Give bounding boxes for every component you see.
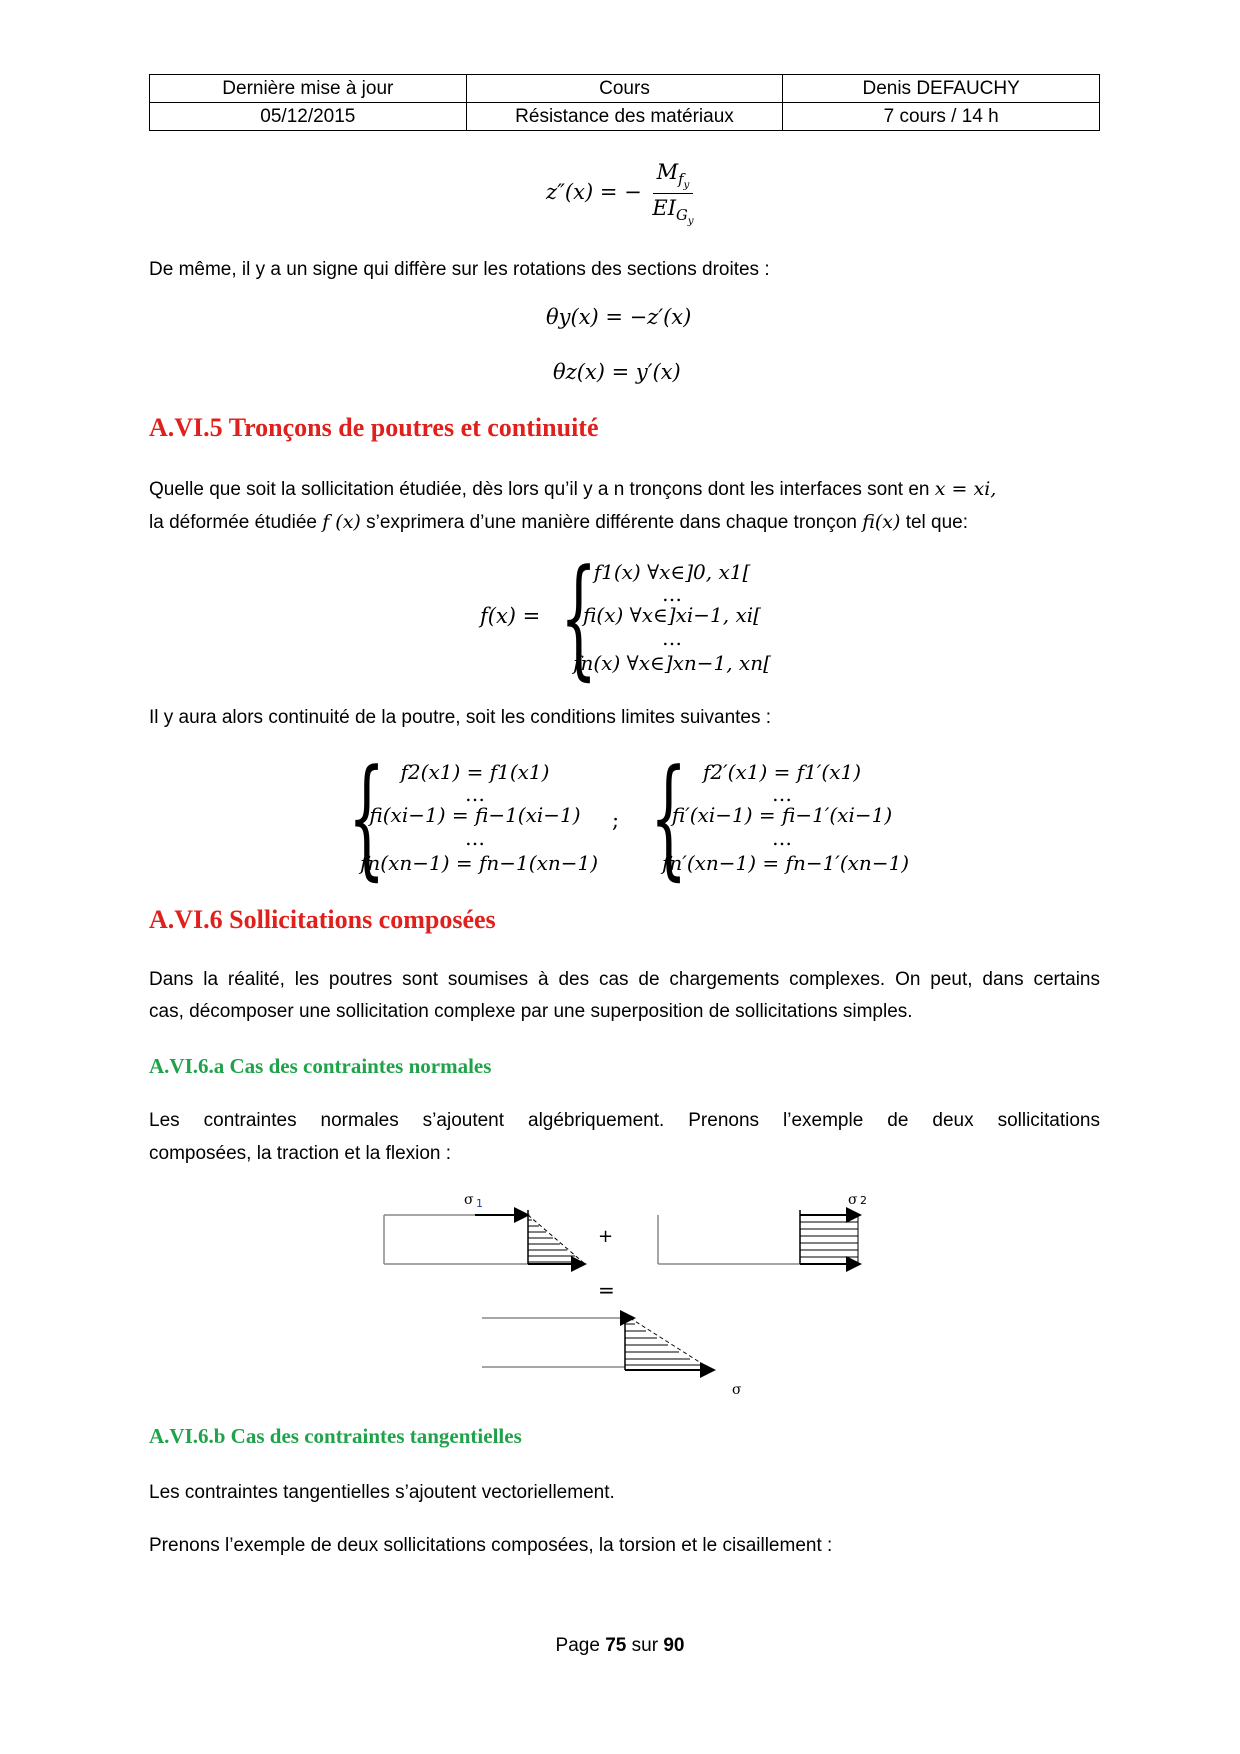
brace-icon: { <box>348 741 386 893</box>
continuity-left: f2(x1) = f1(x1) <box>400 760 550 784</box>
piecewise-case: … <box>662 626 682 650</box>
result-diagram <box>482 1314 714 1370</box>
paragraph-sec6-line1: Dans la réalité, les poutres sont soumises à des cas de chargements complexes. On peut, dans certains <box>149 969 1100 990</box>
page-total: 90 <box>663 1635 685 1656</box>
separator: ; <box>612 808 620 832</box>
equation-theta-y: θy(x) = −z′(x) <box>546 305 692 329</box>
piecewise-lhs: f(x) = <box>480 604 541 628</box>
page-number: 75 <box>605 1635 627 1656</box>
equation-theta-z: θz(x) = y′(x) <box>553 360 681 384</box>
piecewise-case: f1(x) ∀x∈]0, x1[ <box>593 560 751 584</box>
sigma-label: σ <box>732 1382 742 1398</box>
section-title-5: A.VI.5 Tronçons de poutres et continuité <box>149 413 599 442</box>
flexion-diagram <box>384 1210 585 1264</box>
subsection-title-6a: A.VI.6.a Cas des contraintes normales <box>149 1054 492 1078</box>
header-cell: 7 cours / 14 h <box>783 103 1100 131</box>
paragraph-sec5-line1: Quelle que soit la sollicitation étudiée, dès lors qu’il y a n tronçons dont les interfaces sont en x = xi, <box>149 478 997 500</box>
eq-lhs: z″(x) = − <box>546 180 642 205</box>
traction-diagram <box>658 1210 860 1264</box>
continuity-left: … <box>465 782 485 806</box>
header-cell: Dernière mise à jour <box>150 75 467 103</box>
sigma1-label: σ <box>464 1192 474 1208</box>
continuity-left: … <box>465 826 485 850</box>
piecewise-case: fi(x) ∀x∈]xi−1, xi[ <box>583 603 761 627</box>
page-footer: Page 75 sur 90 <box>555 1635 685 1656</box>
paragraph-sec6a-line1: Les contraintes normales s’ajoutent algébriquement. Prenons l’exemple de deux sollicitations <box>149 1110 1100 1131</box>
fraction-numerator: $M_{f_y}$ <box>653 160 694 194</box>
continuity-left: fi(xi−1) = fi−1(xi−1) <box>369 803 581 827</box>
piecewise-case: fn(x) ∀x∈]xn−1, xn[ <box>573 651 771 675</box>
stress-superposition-figure <box>380 1180 880 1400</box>
continuity-right: … <box>772 826 792 850</box>
continuity-right: fi′(xi−1) = fi−1′(xi−1) <box>671 803 893 827</box>
sigma1-index: 1 <box>476 1197 483 1210</box>
subsection-title-6b: A.VI.6.b Cas des contraintes tangentielles <box>149 1424 522 1448</box>
header-cell: Cours <box>466 75 783 103</box>
equation-z-second <box>546 160 698 227</box>
continuity-right: fn′(xn−1) = fn−1′(xn−1) <box>662 851 910 875</box>
continuity-right: … <box>772 782 792 806</box>
brace-icon: { <box>650 741 688 893</box>
sigma2-label: σ <box>848 1192 858 1208</box>
brace-icon: { <box>560 541 598 693</box>
piecewise-case: … <box>662 582 682 606</box>
fraction-denominator: $EI_{G_y}$ <box>652 196 694 228</box>
header-cell: 05/12/2015 <box>150 103 467 131</box>
sigma2-index: 2 <box>860 1194 867 1207</box>
header-cell: Denis DEFAUCHY <box>783 75 1100 103</box>
header-table <box>149 74 1100 131</box>
paragraph-sec6-line2: cas, décomposer une sollicitation complexe par une superposition de sollicitations simples. <box>149 1001 913 1022</box>
paragraph-sec6b-line1: Les contraintes tangentielles s’ajoutent vectoriellement. <box>149 1482 615 1503</box>
equals-sign: = <box>598 1278 615 1302</box>
paragraph-sec5-line2: la déformée étudiée f (x) s’exprimera d’une manière différente dans chaque tronçon fi(x) tel que: <box>149 511 969 533</box>
paragraph-continuity: Il y aura alors continuité de la poutre, soit les conditions limites suivantes : <box>149 707 772 728</box>
section-title-6: A.VI.6 Sollicitations composées <box>149 905 496 934</box>
continuity-left: fn(xn−1) = fn−1(xn−1) <box>360 851 599 875</box>
paragraph-rotations: De même, il y a un signe qui diffère sur les rotations des sections droites : <box>149 259 770 280</box>
inline-math: x = xi, <box>934 478 997 500</box>
header-cell: Résistance des matériaux <box>466 103 783 131</box>
paragraph-sec6a-line2: composées, la traction et la flexion : <box>149 1143 452 1164</box>
plus-sign: + <box>598 1226 614 1247</box>
fraction <box>648 160 697 227</box>
continuity-right: f2′(x1) = f1′(x1) <box>702 760 862 784</box>
paragraph-sec6b-line2: Prenons l’exemple de deux sollicitations composées, la torsion et le cisaillement : <box>149 1535 833 1556</box>
